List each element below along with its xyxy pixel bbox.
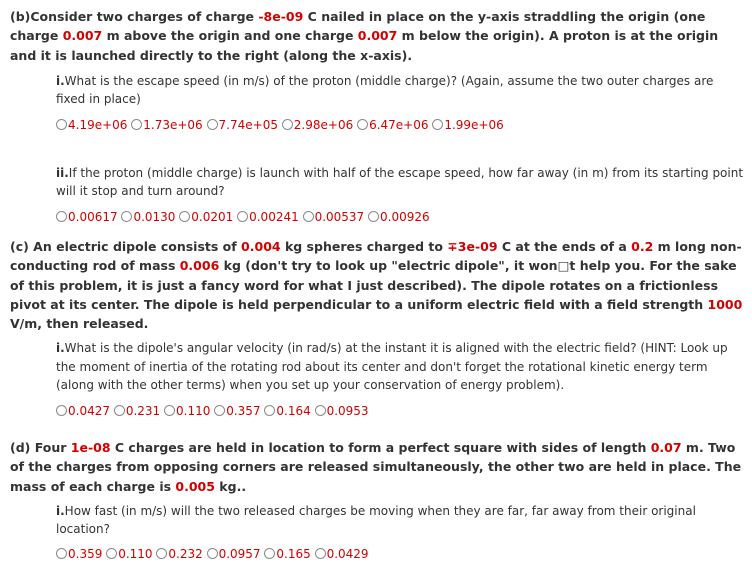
radio-button-icon[interactable] (106, 548, 117, 559)
radio-button-icon[interactable] (114, 405, 125, 416)
radio-button-icon[interactable] (357, 119, 368, 130)
answer-choices (56, 545, 745, 563)
part-c (10, 237, 745, 420)
answer-option[interactable]: 4.19e+06 (56, 116, 127, 134)
answer-option[interactable]: 0.00241 (237, 208, 299, 226)
answer-option[interactable]: 0.0957 (207, 545, 261, 563)
answer-option[interactable]: 7.74e+05 (207, 116, 278, 134)
radio-button-icon[interactable] (56, 211, 67, 222)
radio-button-icon[interactable] (315, 405, 326, 416)
part-c-field-strength: 1000 (707, 296, 743, 312)
answer-option[interactable]: 0.164 (264, 402, 310, 420)
radio-button-icon[interactable] (264, 548, 275, 559)
part-c-sphere-mass: 0.004 (241, 239, 281, 254)
answer-option[interactable]: 0.110 (164, 402, 210, 420)
part-b-statement: (b)Consider two charges of charge -8e-09 C nailed in place on the y-axis straddling the origin (one charge 0.007 m above the origin and one charge 0.007 m below the origin). A proton is at the origin and it is launched directly to the right (along the x-axis). (10, 9, 719, 63)
part-d-mass: 0.005 (175, 478, 215, 494)
answer-choices (56, 402, 745, 420)
radio-button-icon[interactable] (432, 119, 443, 130)
part-c-rod-length: 0.2 (631, 239, 654, 254)
question-text: i.What is the escape speed (in m/s) of the proton (middle charge)? (Again, assume the two outer charges are fixed in place) (56, 73, 714, 107)
part-d-charge-value: 1e-08 (70, 440, 111, 455)
answer-option[interactable]: 2.98e+06 (282, 116, 353, 134)
answer-option[interactable]: 0.0953 (315, 402, 369, 420)
part-b (10, 7, 745, 226)
answer-option[interactable]: 0.0201 (179, 208, 233, 226)
answer-option[interactable]: 0.165 (264, 545, 310, 563)
answer-option[interactable]: 0.0130 (121, 208, 175, 226)
answer-choices (56, 116, 745, 134)
answer-option[interactable]: 0.0427 (56, 402, 110, 420)
part-c-statement: (c) An electric dipole consists of 0.004 kg spheres charged to ∓3e-09 C at the ends of a 0.2 m long non-conducting rod of mass 0.006 kg (don't try to look up "electric dipole", it won□t help you. For the sake of this problem, it is just a fancy word for what I just described). The dipole rotates on a frictionless pivot at its center. The dipole is held perpendicular to a uniform electric field with a field strength 1000 V/m, then released. (10, 239, 743, 332)
question-text: i.What is the dipole's angular velocity (in rad/s) at the instant it is aligned with the electric field? (HINT: Look up the moment of inertia of the rotating rod about its center and don't forget the rotational kinetic energy term (along with the other terms) when you set up your conservation of energy problem). (56, 341, 728, 393)
part-b-question-1 (56, 72, 745, 134)
radio-button-icon[interactable] (237, 211, 248, 222)
radio-button-icon[interactable] (164, 405, 175, 416)
radio-button-icon[interactable] (303, 211, 314, 222)
part-b-distance-above: 0.007 (62, 28, 103, 44)
radio-button-icon[interactable] (121, 211, 132, 222)
part-d-statement: (d) Four 1e-08 C charges are held in location to form a perfect square with sides of length 0.07 m. Two of the charges from opposing corners are released simultaneously, the other two are held in place. The mass of each charge is 0.005 kg.. (10, 440, 742, 494)
answer-option[interactable]: 0.231 (114, 402, 160, 420)
answer-option[interactable]: 6.47e+06 (357, 116, 428, 134)
answer-option[interactable]: 0.0429 (315, 545, 369, 563)
radio-button-icon[interactable] (56, 405, 67, 416)
question-text: i.How fast (in m/s) will the two released charges be moving when they are far, far away from their original location? (56, 503, 696, 537)
part-c-question-1 (56, 339, 745, 420)
question-text: ii.If the proton (middle charge) is launch with half of the escape speed, how far away (in m) from its starting point will it stop and turn around? (56, 165, 744, 199)
answer-option[interactable]: 0.110 (106, 545, 152, 563)
part-b-question-2 (56, 164, 745, 226)
answer-option[interactable]: 0.232 (156, 545, 202, 563)
part-c-rod-mass: 0.006 (179, 258, 220, 274)
radio-button-icon[interactable] (56, 548, 67, 559)
radio-button-icon[interactable] (264, 405, 275, 416)
part-d-question-1 (56, 502, 745, 563)
radio-button-icon[interactable] (315, 548, 326, 559)
answer-choices (56, 208, 745, 226)
radio-button-icon[interactable] (207, 119, 218, 130)
answer-option[interactable]: 1.99e+06 (432, 116, 503, 134)
radio-button-icon[interactable] (282, 119, 293, 130)
radio-button-icon[interactable] (56, 119, 67, 130)
answer-option[interactable]: 0.359 (56, 545, 102, 563)
answer-option[interactable]: 0.357 (214, 402, 260, 420)
radio-button-icon[interactable] (156, 548, 167, 559)
part-c-charge-value: ∓3e-09 (447, 239, 498, 254)
part-d-side-length: 0.07 (650, 440, 682, 455)
answer-option[interactable]: 0.00926 (368, 208, 430, 226)
part-d (10, 438, 745, 563)
part-b-distance-below: 0.007 (357, 28, 398, 44)
answer-option[interactable]: 0.00617 (56, 208, 118, 226)
answer-option[interactable]: 1.73e+06 (131, 116, 202, 134)
radio-button-icon[interactable] (131, 119, 142, 130)
radio-button-icon[interactable] (214, 405, 225, 416)
part-b-charge-value: -8e-09 (258, 9, 304, 24)
radio-button-icon[interactable] (207, 548, 218, 559)
radio-button-icon[interactable] (368, 211, 379, 222)
radio-button-icon[interactable] (179, 211, 190, 222)
answer-option[interactable]: 0.00537 (303, 208, 365, 226)
